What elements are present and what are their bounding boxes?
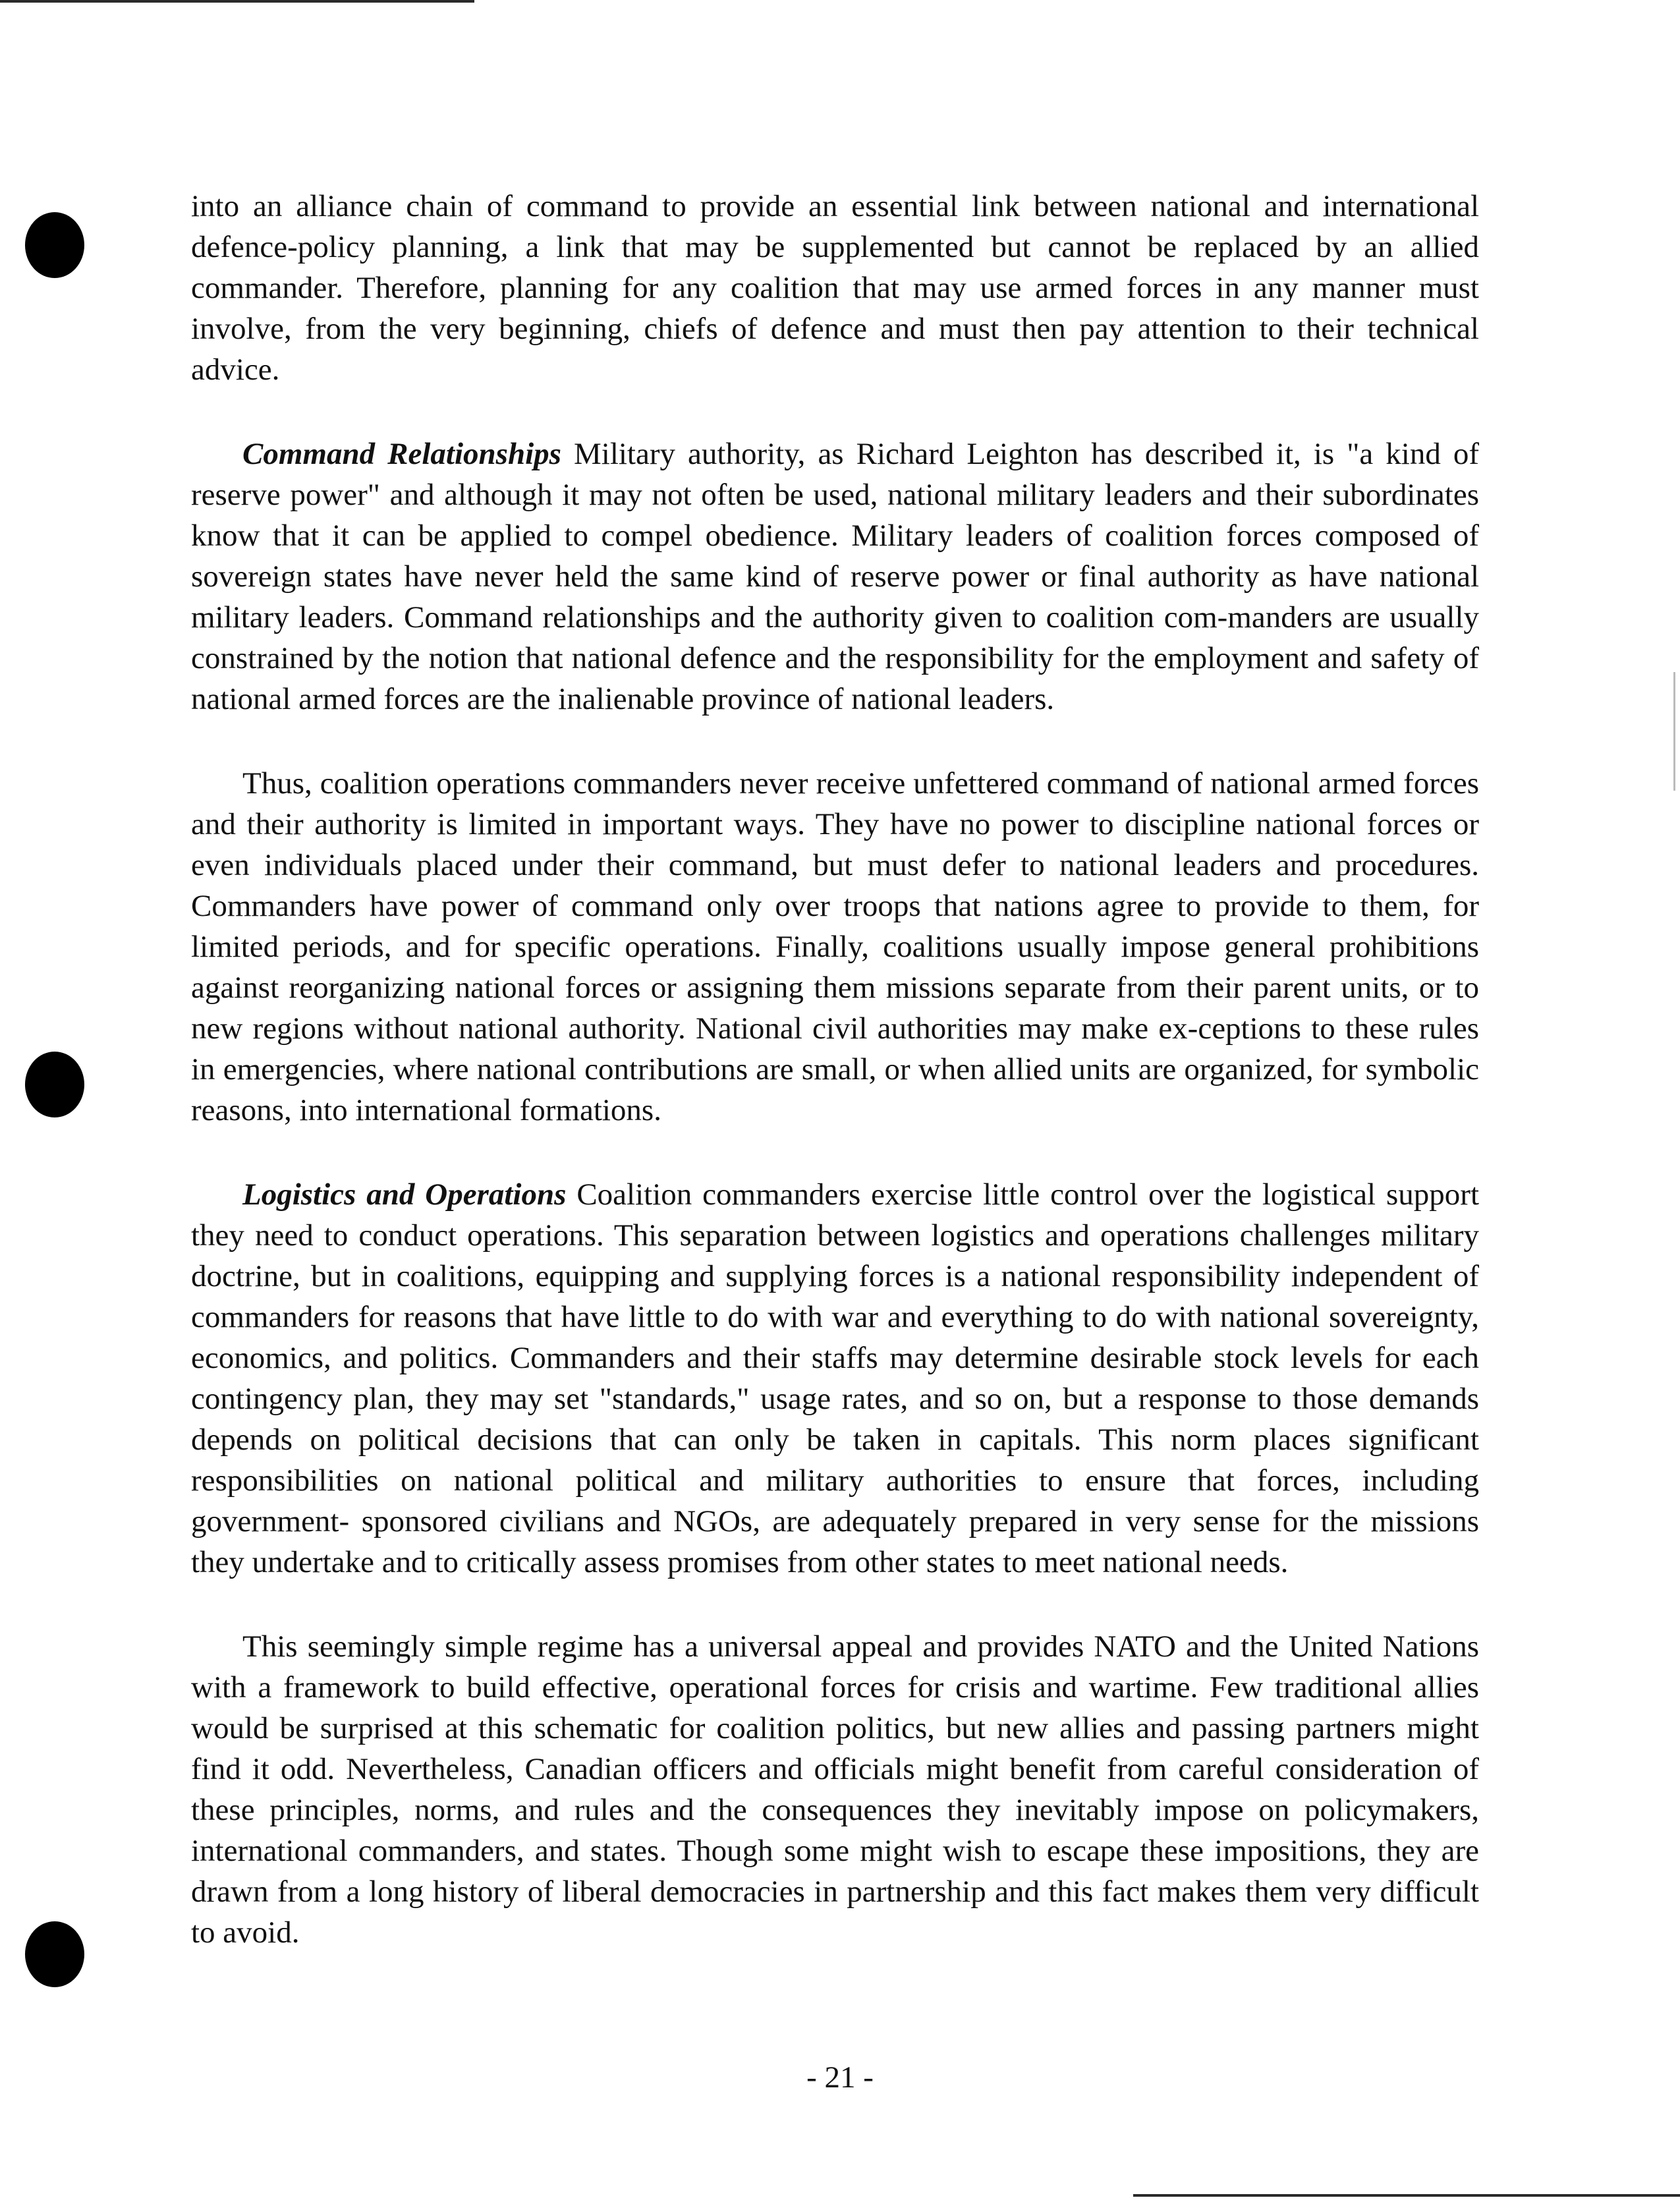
- punch-hole-middle: [25, 1052, 84, 1117]
- paragraph-regime-appeal: [191, 1626, 1479, 1953]
- paragraph-logistics-operations: [191, 1174, 1479, 1583]
- run-in-heading: Command Relationships: [242, 437, 561, 471]
- page-number: - 21 -: [806, 2060, 874, 2095]
- paragraph-text: Military authority, as Richard Leighton has described it, is "a kind of reserve power" and although it may not often be used, national military leaders and their subordinates know that it can be applied to compel obedience. Military leaders of coalition forces composed of sovereign states have never held the same kind of reserve power or final authority as have national military leaders. Command relationships and the authority given to coalition com-manders are usually constrained by the notion that national defence and the responsibility for the employment and safety of national armed forces are the inalienable province of national leaders.: [191, 437, 1480, 716]
- paragraph-text: This seemingly simple regime has a universal appeal and provides NATO and the United Nations with a framework to build effective, operational forces for crisis and wartime. Few traditional allies would be surprised at this schematic for coalition politics, but new allies and passing partners might find it odd. Nevertheless, Canadian officers and officials might benefit from careful consideration of these principles, norms, and rules and the consequences they inevitably impose on policymakers, international commanders, and states. Though some might wish to escape these impositions, they are drawn from a long history of liberal democracies in partnership and this fact makes them very difficult to avoid.: [191, 1629, 1479, 1950]
- paragraph-text: Thus, coalition operations commanders never receive unfettered command of national armed forces and their authority is limited in important ways. They have no power to discipline national forces or even individuals placed under their command, but must defer to national leaders and procedures. Commanders have power of command only over troops that nations agree to provide to them, for limited periods, and for specific operations. Finally, coalitions usually impose general prohibitions against reorganizing national forces or assigning them missions separate from their parent units, or to new regions without national authority. National civil authorities may make ex-ceptions to these rules in emergencies, where national contributions are small, or when allied units are organized, for symbolic reasons, into international formations.: [191, 766, 1479, 1127]
- scan-edge-line-right: [1673, 672, 1675, 791]
- scan-edge-line-bottom: [1133, 2194, 1680, 2197]
- paragraph-continued: [191, 186, 1479, 390]
- punch-hole-bottom: [25, 1921, 84, 1987]
- paragraph-text: into an alliance chain of command to provide an essential link between national and international defence-policy planning, a link that may be supplemented but cannot be replaced by an allied commander. Therefore, planning for any coalition that may use armed forces in any manner must involve, from the very beginning, chiefs of defence and must then pay attention to their technical advice.: [191, 189, 1479, 387]
- paragraph-coalition-commanders: [191, 763, 1479, 1131]
- run-in-heading: Logistics and Operations: [242, 1177, 567, 1212]
- punch-hole-top: [25, 212, 84, 278]
- paragraph-command-relationships: [191, 434, 1479, 720]
- paragraph-text: Coalition commanders exercise little control over the logistical support they need to conduct operations. This separation between logistics and operations challenges military doctrine, but in coalitions, equipping and supplying forces is a national responsibility independent of commanders for reasons that have little to do with war and everything to do with national sovereignty, economics, and politics. Commanders and their staffs may determine desirable stock levels for each contingency plan, they may set "standards," usage rates, and so on, but a response to those demands depends on political decisions that can only be taken in capitals. This norm places significant responsibilities on national political and military authorities to ensure that forces, including government- sponsored civilians and NGOs, are adequately prepared in very sense for the missions they undertake and to critically assess promises from other states to meet national needs.: [191, 1177, 1480, 1579]
- scan-edge-line-top: [0, 0, 474, 3]
- page-body: [191, 186, 1479, 1996]
